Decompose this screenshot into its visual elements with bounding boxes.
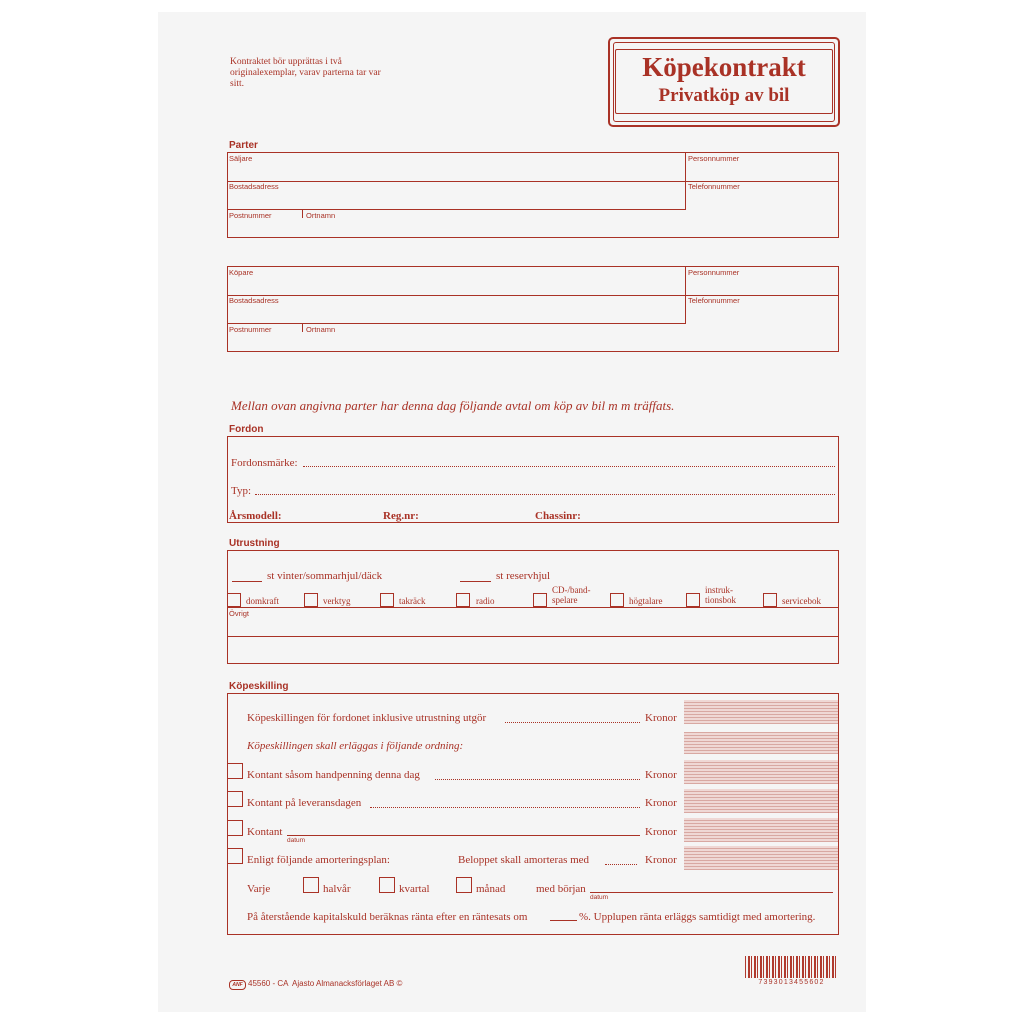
buyer-name-label: Köpare [229, 268, 254, 277]
kopeskilling-heading: Köpeskilling [229, 681, 289, 692]
buyer-city-label: Ortnamn [306, 325, 336, 334]
publisher-logo: ANF [229, 980, 246, 990]
checkbox-hogtalare[interactable] [610, 593, 624, 607]
buyer-address-field[interactable] [300, 300, 680, 320]
form-title: Köpekontrakt [642, 52, 806, 82]
seller-address-field[interactable] [300, 186, 680, 206]
buyer-zip-label: Postnummer [229, 325, 272, 334]
form-subtitle: Privatköp av bil [658, 85, 790, 106]
fordon-box [227, 436, 839, 523]
other-label: Övrigt [229, 609, 250, 618]
type-field[interactable] [255, 494, 835, 495]
checkbox-cd-band[interactable] [533, 593, 547, 607]
buyer-id-field[interactable] [690, 278, 835, 293]
seller-id-label: Personnummer [688, 154, 740, 163]
kvartal-label: kvartal [399, 883, 430, 895]
item-instruktionsbok-label: instruk- tionsbok [705, 585, 737, 605]
datum-label: datum [287, 837, 306, 844]
currency-label: Kronor [645, 797, 677, 809]
manad-label: månad [476, 883, 506, 895]
seller-address-label: Bostadsadress [229, 182, 279, 191]
currency-label: Kronor [645, 769, 677, 781]
divider [227, 181, 839, 182]
currency-label: Kronor [645, 826, 677, 838]
seller-name-label: Säljare [229, 154, 253, 163]
leader-dots [370, 807, 640, 808]
item-radio-label: radio [476, 596, 495, 606]
halvar-label: halvår [323, 883, 351, 895]
parter-heading: Parter [229, 140, 258, 151]
checkbox-plan[interactable] [227, 848, 243, 864]
plan-amount-field[interactable] [684, 846, 838, 870]
divider [302, 210, 303, 218]
item-servicebok-label: servicebok [782, 596, 821, 606]
instruction-note: Kontraktet bör upprättas i två originalexemplar, varav parterna tar var sitt. [230, 57, 381, 89]
divider [685, 152, 686, 210]
wheels-count-field[interactable] [232, 581, 262, 582]
item-hogtalare-label: högtalare [629, 596, 663, 606]
seller-city-label: Ortnamn [306, 211, 336, 220]
product-code: 45560 - CA [248, 979, 289, 988]
fordon-heading: Fordon [229, 424, 264, 435]
divider [227, 323, 686, 324]
cash-date-field[interactable] [287, 835, 640, 836]
divider [685, 266, 686, 324]
seller-name-field[interactable] [300, 156, 680, 178]
item-verktyg-label: verktyg [323, 596, 351, 606]
checkbox-domkraft[interactable] [227, 593, 241, 607]
price-amount-field[interactable] [684, 700, 838, 724]
buyer-id-label: Personnummer [688, 268, 740, 277]
cash-amount-field[interactable] [684, 760, 838, 784]
utrustning-heading: Utrustning [229, 538, 280, 549]
spare-count-field[interactable] [460, 581, 491, 582]
cash-label: Kontant såsom handpenning denna dag [247, 769, 420, 781]
seller-phone-label: Telefonnummer [688, 182, 740, 191]
checkbox-instruktionsbok[interactable] [686, 593, 700, 607]
order-label: Köpeskillingen skall erläggas i följande ordning: [247, 740, 464, 752]
brand-field[interactable] [303, 466, 835, 467]
checkbox-kvartal[interactable] [379, 877, 395, 893]
publisher-name: Ajasto Almanacksförlaget AB © [292, 979, 403, 988]
seller-city-field[interactable] [306, 220, 826, 235]
reg-label: Reg.nr: [383, 510, 419, 522]
divider [227, 209, 686, 210]
buyer-name-field[interactable] [300, 270, 680, 292]
year-label: Årsmodell: [229, 510, 282, 522]
every-label: Varje [247, 883, 271, 895]
divider [227, 607, 839, 608]
buyer-zip-field[interactable] [229, 334, 299, 349]
price-label: Köpeskillingen för fordonet inklusive utrustning utgör [247, 712, 487, 724]
currency-label: Kronor [645, 712, 677, 724]
start-date-field[interactable] [590, 892, 833, 893]
cash-date-label: Kontant [247, 826, 283, 838]
type-label: Typ: [231, 485, 252, 497]
seller-phone-field[interactable] [690, 192, 835, 207]
seller-id-field[interactable] [690, 164, 835, 179]
checkbox-takrack[interactable] [380, 593, 394, 607]
interest-label: På återstående kapitalskuld beräknas ränta efter en räntesats om [247, 911, 528, 923]
checkbox-halvar[interactable] [303, 877, 319, 893]
kopeskilling-box [227, 693, 839, 935]
buyer-address-label: Bostadsadress [229, 296, 279, 305]
buyer-phone-label: Telefonnummer [688, 296, 740, 305]
checkbox-cash[interactable] [227, 763, 243, 779]
chassis-label: Chassinr: [535, 510, 581, 522]
checkbox-servicebok[interactable] [763, 593, 777, 607]
wheels-label: st vinter/sommarhjul/däck [267, 570, 383, 582]
delivery-label: Kontant på leveransdagen [247, 797, 362, 809]
plan-label: Enligt följande amorteringsplan: [247, 854, 390, 866]
brand-label: Fordonsmärke: [231, 457, 298, 469]
currency-label: Kronor [645, 854, 677, 866]
other-field[interactable] [229, 618, 835, 660]
checkbox-delivery[interactable] [227, 791, 243, 807]
checkbox-radio[interactable] [456, 593, 470, 607]
spare-label: st reservhjul [496, 570, 551, 582]
item-cd-band-label: CD-/band- spelare [552, 585, 591, 605]
seller-zip-field[interactable] [229, 220, 299, 235]
interest-rate-field[interactable] [550, 920, 577, 921]
checkbox-verktyg[interactable] [304, 593, 318, 607]
barcode [745, 956, 838, 978]
agreement-text: Mellan ovan angivna parter har denna dag följande avtal om köp av bil m m träffats. [231, 398, 675, 413]
title-box [608, 37, 840, 127]
shaded-area [684, 732, 838, 754]
interest-label-2: %. Upplupen ränta erläggs samtidigt med amortering. [579, 911, 816, 923]
barcode-number: 7393013455602 [758, 979, 825, 986]
checkbox-manad[interactable] [456, 877, 472, 893]
item-domkraft-label: domkraft [246, 596, 279, 606]
checkbox-cash-date[interactable] [227, 820, 243, 836]
cash-date-amount-field[interactable] [684, 818, 838, 842]
delivery-amount-field[interactable] [684, 789, 838, 813]
divider [302, 324, 303, 332]
leader-dots [505, 722, 640, 723]
leader-dots [605, 864, 637, 865]
start-label: med början [536, 883, 586, 895]
buyer-phone-field[interactable] [690, 306, 835, 321]
leader-dots [435, 779, 640, 780]
datum-label: datum [590, 894, 609, 901]
item-takrack-label: takräck [399, 596, 426, 606]
divider [227, 295, 839, 296]
amortize-label: Beloppet skall amorteras med [458, 854, 590, 866]
buyer-city-field[interactable] [306, 334, 826, 349]
seller-zip-label: Postnummer [229, 211, 272, 220]
